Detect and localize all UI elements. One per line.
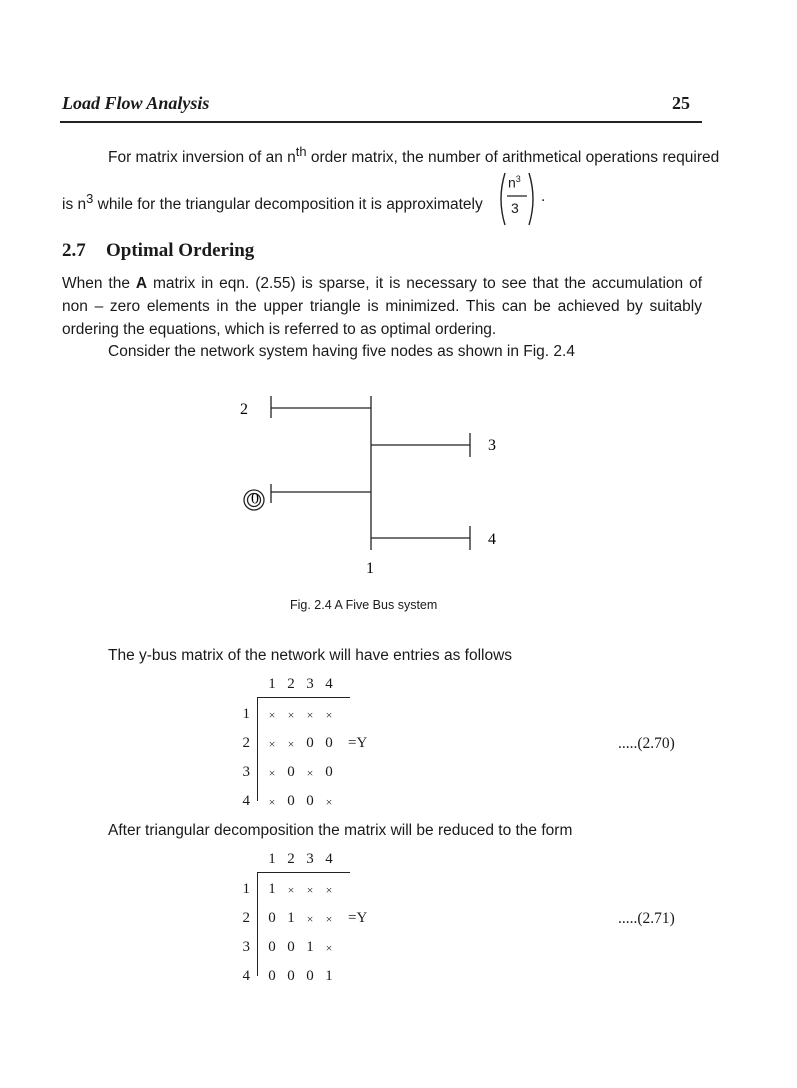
matrix1-cell: × [306, 766, 314, 780]
matrix2-left-rule [257, 872, 258, 976]
intro-line-1-rest: order matrix, the number of arithmetical operations required [306, 149, 720, 167]
running-title: Load Flow Analysis [62, 93, 210, 113]
bus-label-3: 3 [488, 437, 496, 454]
matrix1-cell: 0 [325, 764, 333, 780]
matrix2-cell: 1 [306, 939, 314, 955]
intro-line-2-rest: while for the triangular decomposition it is approximately [93, 196, 483, 214]
matrix1-cell: × [268, 795, 276, 809]
matrix1-col-header: 4 [325, 676, 333, 692]
matrix1-rhs: =Y [348, 735, 368, 751]
bus-label-4: 4 [488, 531, 496, 548]
matrix2-cell: 0 [268, 968, 276, 984]
figure-caption: Fig. 2.4 A Five Bus system [290, 598, 438, 612]
matrix1-cell: 0 [306, 735, 314, 751]
matrix1-cell: 0 [287, 764, 295, 780]
page-number: 25 [672, 93, 690, 113]
intro-line-1-text: For matrix inversion of an n [108, 149, 296, 167]
matrix1-cell: × [268, 708, 276, 722]
section-number: 2.7 [62, 240, 86, 261]
matrix2-rhs: =Y [348, 910, 368, 926]
matrix1-cell: 0 [306, 793, 314, 809]
matrix1-row-label: 4 [242, 793, 250, 809]
paragraph-consider-network: Consider the network system having five nodes as shown in Fig. 2.4 [108, 343, 575, 360]
bus-label-2: 2 [240, 401, 248, 418]
matrix2-cell: × [306, 883, 314, 897]
matrix1-col-header: 1 [268, 676, 276, 692]
intro-superscript-th: th [295, 144, 307, 159]
matrix2-col-header: 4 [325, 851, 333, 867]
matrix2-row-label: 2 [242, 910, 250, 926]
bus-label-1: 1 [366, 560, 374, 577]
fraction-period: . [541, 188, 546, 205]
matrix2-row-label: 4 [242, 968, 250, 984]
matrix2-col-header: 1 [268, 851, 276, 867]
matrix2-cell: × [325, 912, 333, 926]
bus-label-0: 0 [251, 490, 259, 508]
matrix1-row-label: 2 [242, 735, 250, 751]
matrix1-cell: 0 [287, 793, 295, 809]
matrix2-cell: 0 [268, 939, 276, 955]
matrix-a-symbol: A [135, 275, 148, 292]
matrix1-cell: × [268, 766, 276, 780]
matrix2-cell: × [325, 883, 333, 897]
matrix1-cell: 0 [325, 735, 333, 751]
matrix1-left-rule [257, 697, 258, 801]
matrix1-col-header: 3 [306, 676, 314, 692]
matrix2-cell: 1 [268, 881, 276, 897]
matrix2-cell: 1 [325, 968, 333, 984]
fraction-denominator: 3 [511, 200, 519, 216]
matrix2-top-rule [257, 872, 350, 873]
paragraph-ybus: The y-bus matrix of the network will have entries as follows [108, 647, 513, 664]
matrix2-col-header: 3 [306, 851, 314, 867]
matrix1-cell: × [287, 708, 295, 722]
matrix2-cell: × [306, 912, 314, 926]
matrix1-row-label: 3 [242, 764, 250, 780]
matrix1-cell: × [325, 795, 333, 809]
matrix2-cell: × [287, 883, 295, 897]
matrix1-col-header: 2 [287, 676, 295, 692]
matrix1-top-rule [257, 697, 350, 698]
matrix2-cell: 0 [287, 939, 295, 955]
paragraph-after-decomposition: After triangular decomposition the matrix will be reduced to the form [108, 822, 573, 839]
matrix1-row-label: 1 [242, 706, 250, 722]
matrix2-cell: × [325, 941, 333, 955]
paragraph-optimal-ordering: When the A matrix in eqn. (2.55) is sparse, it is necessary to see that the accumulation of non – zero elements in the upper triangle is minimized. This can be achieved by suitably ordering the equations, which is referred to as optimal ordering. [62, 275, 702, 338]
matrix2-cell: 0 [306, 968, 314, 984]
matrix2-col-header: 2 [287, 851, 295, 867]
equation-number-2-70: .....(2.70) [618, 735, 675, 752]
matrix2-cell: 0 [268, 910, 276, 926]
matrix1-cell: × [287, 737, 295, 751]
intro-superscript-3: 3 [86, 191, 94, 206]
matrix1-cell: × [306, 708, 314, 722]
fraction-numerator: $n^3$ [508, 174, 521, 191]
matrix1-cell: × [325, 708, 333, 722]
matrix2-row-label: 3 [242, 939, 250, 955]
matrix2-cell: 1 [287, 910, 295, 926]
intro-line-2-text: is n [62, 196, 87, 214]
matrix2-row-label: 1 [242, 881, 250, 897]
matrix1-cell: × [268, 737, 276, 751]
matrix2-cell: 0 [287, 968, 295, 984]
equation-number-2-71: .....(2.71) [618, 910, 675, 927]
section-title: Optimal Ordering [106, 240, 255, 261]
